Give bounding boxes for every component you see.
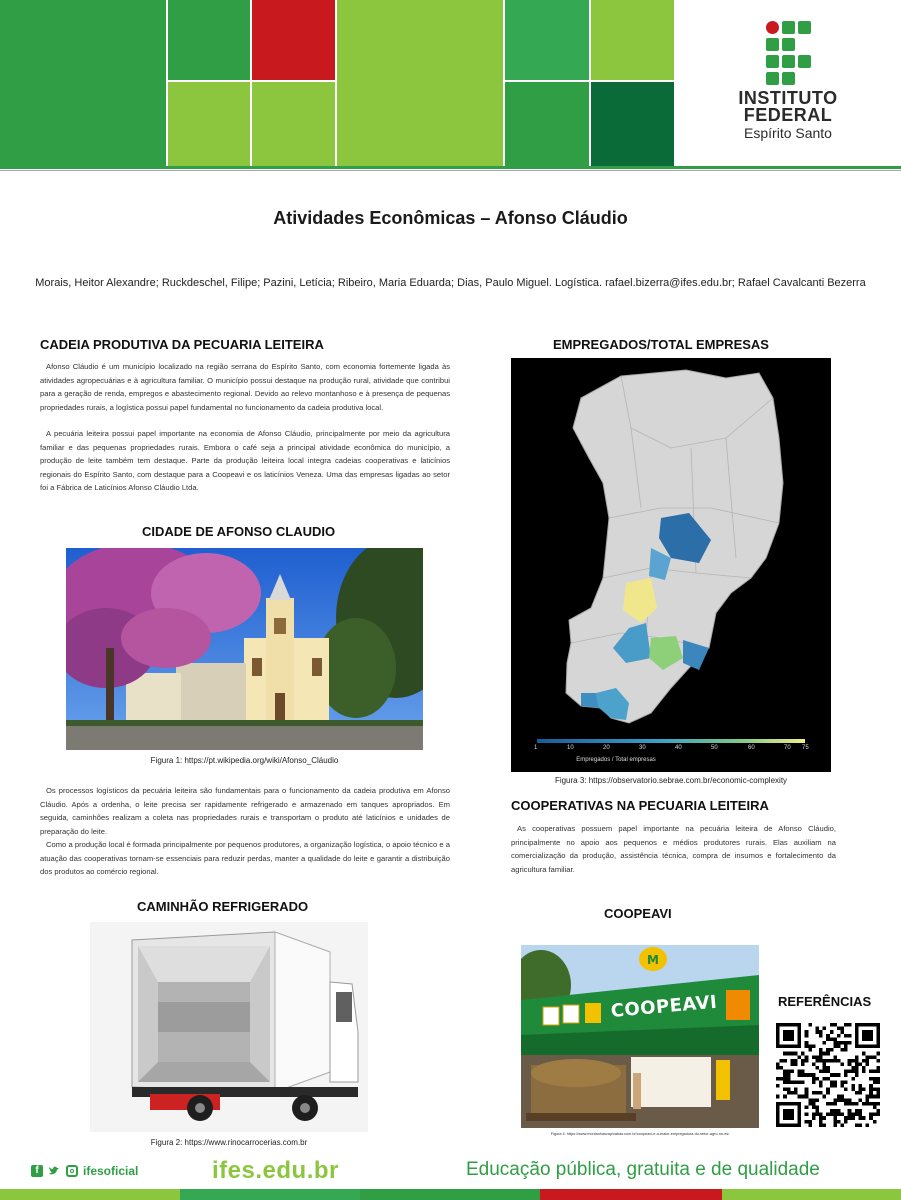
header-tile [591, 82, 674, 166]
coopeavi-store-photo [521, 945, 759, 1128]
legend-tick-label: 60 [748, 745, 755, 751]
section-title-references: REFERÊNCIAS [778, 994, 872, 1009]
header-tile [252, 0, 335, 80]
footer-slogan: Educação pública, gratuita e de qualidade [466, 1159, 820, 1180]
logo-text-state: Espírito Santo [744, 125, 832, 141]
ifes-logo-icon [766, 21, 812, 85]
section-title-map: EMPREGADOS/TOTAL EMPRESAS [553, 337, 769, 352]
legend-tick-label: 40 [675, 745, 682, 751]
header-tile [168, 82, 250, 166]
paragraph: As cooperativas possuem papel importante na pecuária leiteira de Afonso Cláudio, principalmente no apoio aos pequenos e médios produtores rurais. Elas auxiliam na comercialização da produção, assistência técnica, compra de insumos e fortalecimento da agricultura familiar. [511, 824, 836, 874]
figure-caption: Figura 1: https://pt.wikipedia.org/wiki/Afonso_Cláudio [150, 756, 339, 765]
legend-tick-label: 30 [639, 745, 646, 751]
section-title-city: CIDADE DE AFONSO CLAUDIO [142, 524, 336, 539]
header-divider [0, 166, 901, 169]
qr-code[interactable] [776, 1023, 880, 1127]
refrigerated-truck-photo [90, 922, 368, 1132]
header-divider-thin [0, 170, 901, 171]
poster-authors: Morais, Heitor Alexandre; Ruckdeschel, Filipe; Pazini, Letícia; Ribeiro, Maria Eduarda; Dias, Paulo Miguel. Logística. rafael.bizerra@ifes.edu.br; Rafael Cavalcanti Bezerra [35, 277, 866, 289]
header-tile [591, 0, 674, 80]
logo-text-federal: FEDERAL [743, 105, 833, 125]
legend-tick-label: 70 [784, 745, 791, 751]
ifes-logo [728, 18, 848, 148]
paragraph: Afonso Cláudio é um município localizado na região serrana do Espírito Santo, com economia fortemente ligada às atividades agropecuárias e à agricultura familiar. O município possui destaque na produção rural, atividade que contribui para a geração de renda, empregos e abastecimento regional. Devido ao relevo montanhoso e à presença de pequenas propriedades rurais, a logística possui papel fundamental no funcionamento da cadeia produtiva local. [40, 362, 450, 412]
logo-text-instituto: INSTITUTO [738, 88, 838, 108]
header-tile [0, 0, 166, 166]
section-cooperatives-text [511, 822, 836, 876]
map-legend-label: Empregados / Total empresas [576, 757, 656, 763]
header-tile [168, 0, 250, 80]
coopeavi-sign: COOPEAVI [610, 991, 719, 1022]
header-tile [252, 82, 335, 166]
paragraph: Os processos logísticos da pecuária leiteira são fundamentais para o funcionamento da cadeia produtiva em Afonso Cláudio. Após a ordenha, o leite precisa ser rapidamente refrigerado e armazenado em tanques apropriados. Em seguida, caminhões realizam a coleta nas propriedades rurais e transportam o produto até laticínios e unidades de preparação do leite. [40, 786, 450, 836]
section-title-cooperatives: COOPERATIVAS NA PECUARIA LEITEIRA [511, 798, 769, 813]
legend-tick-label: 10 [567, 745, 574, 751]
paragraph: A pecuária leiteira possui papel importante na economia de Afonso Cláudio, principalmente por meio da agricultura familiar e das pequenas propriedades rurais. Embora o café seja a principal atividade econômica do município, a produção de leite também tem destaque. Parte da produção leiteira local integra cadeias cooperativas e laticínios regionais do Espírito Santo, com destaque para a Coopeavi e os laticínios Veneza. Uma das empresas ligadas ao setor foi a Fábrica de Laticínios Afonso Cláudio Ltda. [40, 429, 450, 492]
section-dairy-chain-text [40, 360, 450, 495]
employees-map [511, 358, 831, 772]
instagram-icon[interactable] [66, 1165, 78, 1177]
poster-title: Atividades Econômicas – Afonso Cláudio [273, 208, 628, 228]
header-tile [337, 0, 503, 166]
header-tile [505, 82, 589, 166]
city-photo [66, 548, 423, 750]
paragraph: Como a produção local é formada principalmente por pequenos produtores, a organização logística, o apoio técnico e a atuação das cooperativas tornam-se essenciais para reduzir perdas, manter a qualidade do leite e garantir a distribuição dos produtos ao comércio regional. [40, 840, 450, 876]
footer-url[interactable]: ifes.edu.br [212, 1157, 339, 1184]
facebook-icon[interactable]: f [31, 1165, 43, 1177]
twitter-icon[interactable] [48, 1165, 61, 1177]
figure-caption: Figura 3: https://observatorio.sebrae.com.br/economic-complexity [554, 776, 788, 785]
svg-text:M: M [647, 953, 659, 967]
section-title-truck: CAMINHÃO REFRIGERADO [137, 899, 309, 914]
legend-tick-label: 75 [802, 745, 809, 751]
footer-color-bar [0, 1188, 901, 1200]
legend-tick-label: 1 [534, 745, 538, 751]
section-logistics-text [40, 784, 450, 879]
section-title-coopeavi: COOPEAVI [604, 906, 672, 921]
figure-caption-small: Figura 4: https://www.montanhascapixabas.com.br/coopeavi-e-a-maior-empregadora-do-setor-agro-no-es/ [550, 1132, 730, 1136]
figure-caption: Figura 2: https://www.rinocarrocerias.com.br [150, 1138, 308, 1147]
social-handle[interactable]: ifesoficial [83, 1164, 139, 1178]
map-legend-ticks [534, 745, 809, 755]
legend-tick-label: 50 [711, 745, 718, 751]
header-tile [505, 0, 589, 80]
section-title-dairy-chain: CADEIA PRODUTIVA DA PECUARIA LEITEIRA [40, 337, 324, 352]
social-links [31, 1164, 138, 1178]
legend-tick-label: 20 [603, 745, 610, 751]
